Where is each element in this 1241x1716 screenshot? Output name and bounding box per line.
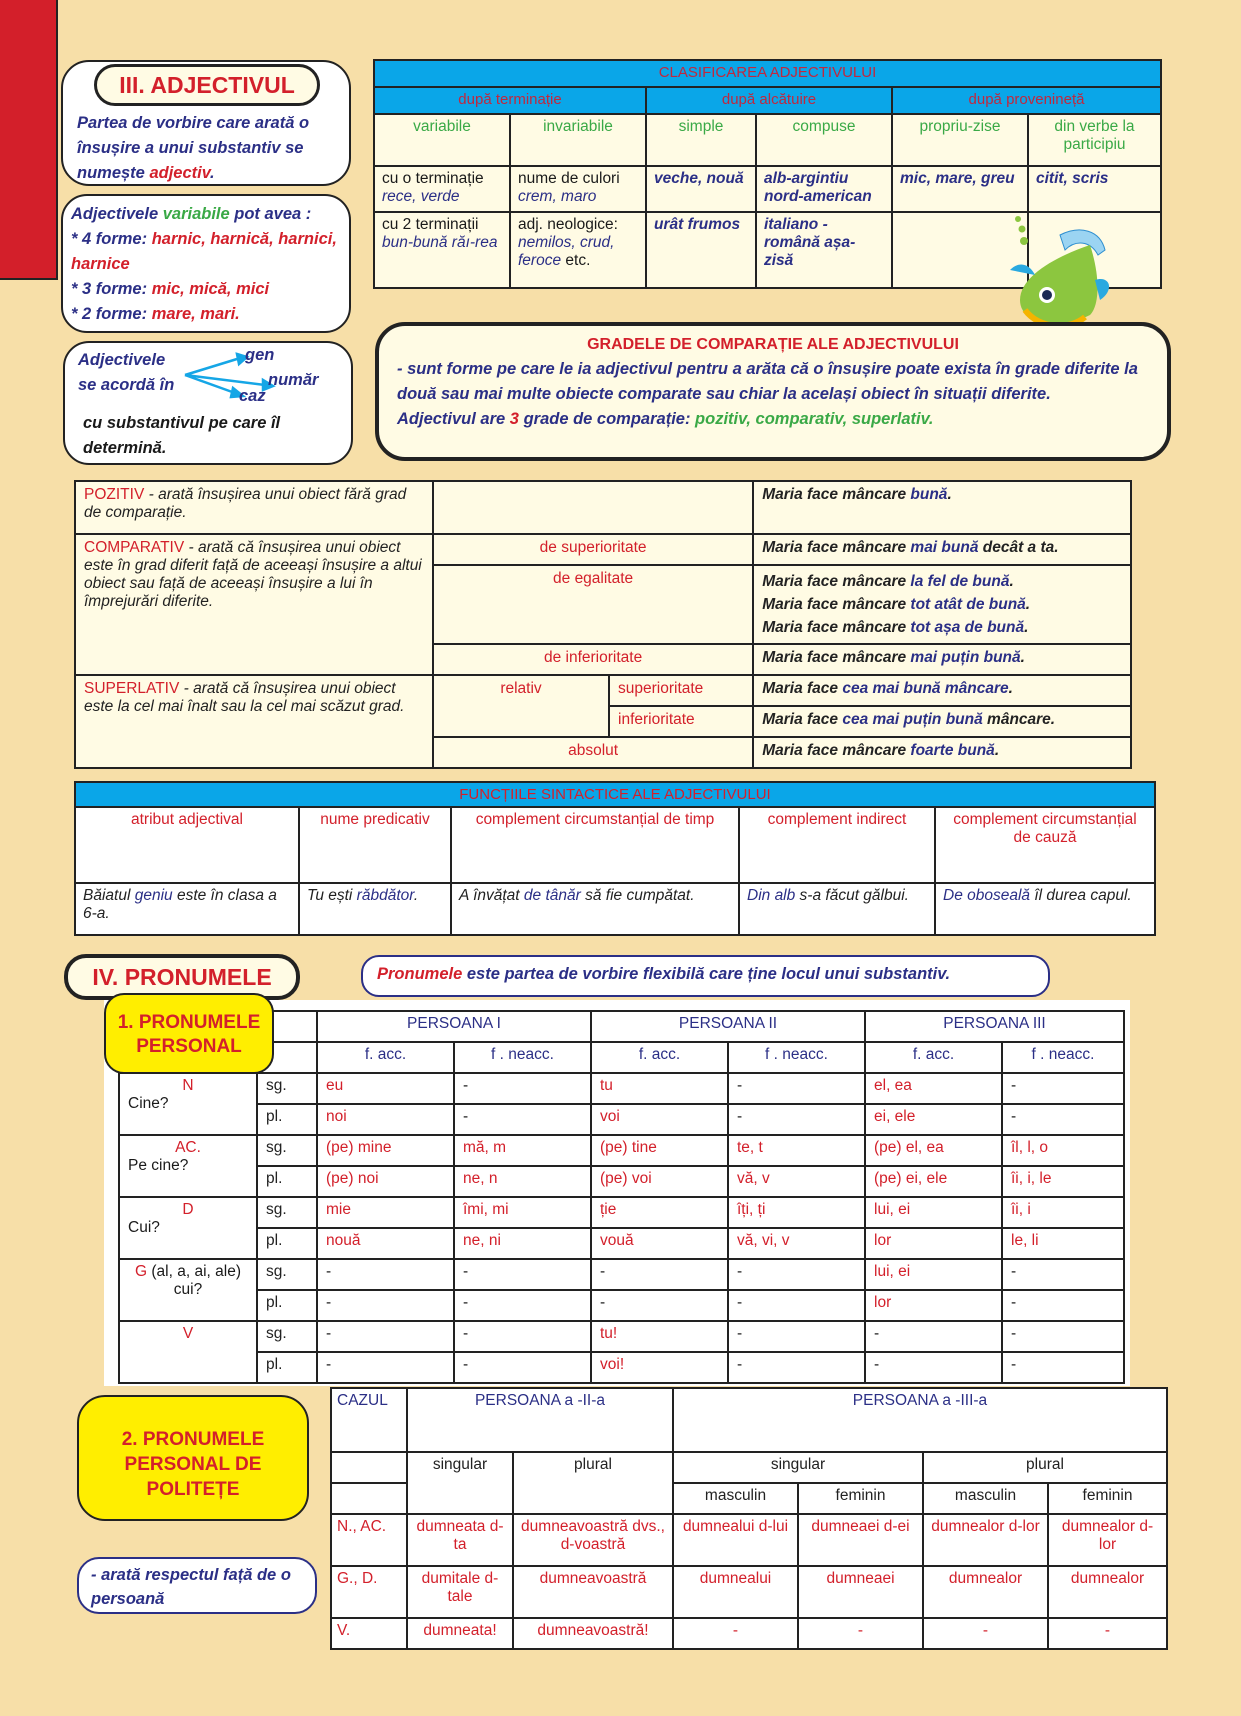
pronoun-form: - (317, 1290, 454, 1321)
politete-form: - (923, 1618, 1048, 1649)
adjectiv-definition (77, 111, 347, 186)
pronoun-form: noi (317, 1104, 454, 1135)
pronoun-form: - (454, 1104, 591, 1135)
classification-title: CLASIFICAREA ADJECTIVULUI (374, 60, 1161, 87)
pronoun-form: ei, ele (865, 1104, 1002, 1135)
cls-cell: nume de culori crem, maro (510, 166, 646, 212)
persoana-1: PERSOANA I (317, 1011, 591, 1042)
pronoun-form: - (591, 1290, 728, 1321)
pronoun-form: - (728, 1259, 865, 1290)
comparativ-superioritate-example: Maria face mâncare mai bună decât a ta. (753, 534, 1131, 565)
politete-case: V. (331, 1618, 407, 1649)
pronoun-form: (pe) tine (591, 1135, 728, 1166)
grades-text: - sunt forme pe care le ia adjectivul pentru a arăta că o însușire poate exista în grade diferite la două sau mai multe obiecte comparate sau chiar la același obiect în situații diferite. (397, 360, 1138, 403)
pronoun-form: - (317, 1352, 454, 1383)
form-header: f. acc. (317, 1042, 454, 1073)
agreement-line2: se acordă în (78, 376, 175, 394)
functions-table (74, 781, 1156, 936)
grades-definition-box (375, 322, 1171, 461)
pronoun-form: el, ea (865, 1073, 1002, 1104)
pronoun-form: îl, l, o (1002, 1135, 1124, 1166)
function-header: complement circumstanțial de timp (451, 807, 739, 883)
pronoun-form: îi, i, le (1002, 1166, 1124, 1197)
p3-singular: singular (673, 1452, 923, 1483)
function-example: A învățat de tânăr să fie cumpătat. (451, 883, 739, 935)
comparativ-egalitate-examples: Maria face mâncare la fel de bună. Maria face mâncare tot atât de bună. Maria face mâncare tot așa de bună. (753, 565, 1131, 644)
adjectiv-forms-box (61, 194, 351, 333)
pronoun-form: - (454, 1352, 591, 1383)
pronoun-form: - (454, 1073, 591, 1104)
politete-form: - (673, 1618, 798, 1649)
pronoun-form: - (454, 1290, 591, 1321)
p3-plural: plural (923, 1452, 1167, 1483)
cls-cell: veche, nouă (646, 166, 756, 212)
pronoun-form: - (454, 1321, 591, 1352)
pronoun-form: lui, ei (865, 1259, 1002, 1290)
form-header: f . neacc. (454, 1042, 591, 1073)
politete-form: - (1048, 1618, 1167, 1649)
case-cell: V (119, 1321, 257, 1383)
adjectiv-agreement-box (63, 341, 353, 465)
cls-cell: cu o terminație rece, verde (374, 166, 510, 212)
pronoun-form: îmi, mi (454, 1197, 591, 1228)
comparativ-egalitate: de egalitate (433, 565, 753, 644)
pronoun-row (119, 1290, 1124, 1321)
pronoun-form: ne, n (454, 1166, 591, 1197)
sub-invariabile: invariabile (510, 114, 646, 166)
number-cell: sg. (257, 1259, 317, 1290)
pronoun-row (119, 1166, 1124, 1197)
agreement-caz: caz (239, 387, 266, 405)
forms-item-3: * 3 forme: mic, mică, mici (71, 280, 270, 298)
number-cell: pl. (257, 1352, 317, 1383)
function-example: Băiatul geniu este în clasa a 6-a. (75, 883, 299, 935)
pronoun-form: - (1002, 1259, 1124, 1290)
pronoun-form: - (865, 1352, 1002, 1383)
politete-form: dumnealor d-lor (923, 1514, 1048, 1566)
grades-table (74, 480, 1132, 769)
agreement-gen: gen (245, 346, 275, 364)
persoana-3: PERSOANA III (865, 1011, 1124, 1042)
politete-form: dumneavoastră dvs., d-voastră (513, 1514, 673, 1566)
functions-title: FUNCȚIILE SINTACTICE ALE ADJECTIVULUI (75, 782, 1155, 807)
cls-cell: mic, mare, greu (892, 166, 1028, 212)
cls-cell: adj. neologice: nemilos, crud, feroce etc. (510, 212, 646, 288)
politete-case: N., AC. (331, 1514, 407, 1566)
pronoun-form: voi! (591, 1352, 728, 1383)
function-example: Tu ești răbdător. (299, 883, 451, 935)
pronoun-form: - (591, 1259, 728, 1290)
agreement-line1: Adjectivele (78, 351, 166, 369)
number-cell: pl. (257, 1290, 317, 1321)
cls-cell: urât frumos (646, 212, 756, 288)
pronoun-form: lui, ei (865, 1197, 1002, 1228)
case-cell: N Cine? (119, 1073, 257, 1135)
pronume-title: IV. PRONUMELE (64, 954, 300, 1000)
superlativ-inferioritate: inferioritate (609, 706, 753, 737)
pronoun-form: nouă (317, 1228, 454, 1259)
pronoun-row (119, 1321, 1124, 1352)
politete-form: dumneata! (407, 1618, 513, 1649)
case-cell: D Cui? (119, 1197, 257, 1259)
politete-row (331, 1566, 1167, 1618)
pronume-definition: Pronumele este partea de vorbire flexibilă care ține locul unui substantiv. (361, 955, 1050, 997)
number-cell: sg. (257, 1135, 317, 1166)
pronoun-form: - (1002, 1073, 1124, 1104)
pronoun-form: tu! (591, 1321, 728, 1352)
number-cell: sg. (257, 1073, 317, 1104)
comparativ-inferioritate-example: Maria face mâncare mai puțin bună. (753, 644, 1131, 675)
superlativ-absolut-example: Maria face mâncare foarte bună. (753, 737, 1131, 768)
function-example: De oboseală îl durea capul. (935, 883, 1155, 935)
blank (331, 1452, 407, 1483)
cls-cell: citit, scris (1028, 166, 1161, 212)
pozitiv-desc: POZITIV - arată însușirea unui obiect fără grad de comparație. (75, 481, 433, 534)
comparativ-inferioritate: de inferioritate (433, 644, 753, 675)
pronoun-row (119, 1228, 1124, 1259)
pronoun-form: - (728, 1321, 865, 1352)
superlativ-absolut: absolut (433, 737, 753, 768)
pronoun-row (119, 1197, 1124, 1228)
politete-form: dumnealui d-lui (673, 1514, 798, 1566)
pronoun-form: ne, ni (454, 1228, 591, 1259)
form-header: f. acc. (591, 1042, 728, 1073)
p3-pl-masculin: masculin (923, 1483, 1048, 1514)
pronoun-form: eu (317, 1073, 454, 1104)
politete-form: dumnealui (673, 1566, 798, 1618)
definition-end: . (209, 164, 215, 182)
politete-form: dumnealor d-lor (1048, 1514, 1167, 1566)
pronoun-form: mie (317, 1197, 454, 1228)
pronoun-form: - (454, 1259, 591, 1290)
red-side-bar (0, 0, 58, 280)
pronoun-form: vouă (591, 1228, 728, 1259)
group-terminatie: după terminație (374, 87, 646, 114)
politete-form: dumnealor (923, 1566, 1048, 1618)
persoana-2-header: PERSOANA a -II-a (407, 1388, 673, 1452)
p2-plural: plural (513, 1452, 673, 1514)
agreement-tail: cu substantivul pe care îl determină. (83, 414, 281, 457)
pronoun-row (119, 1259, 1124, 1290)
pronoun-form: - (728, 1104, 865, 1135)
forms-intro: Adjectivele variabile pot avea : (71, 205, 312, 223)
form-header: f. acc. (865, 1042, 1002, 1073)
function-header: nume predicativ (299, 807, 451, 883)
number-cell: sg. (257, 1321, 317, 1352)
pronoun-form: vă, v (728, 1166, 865, 1197)
pronoun-form: te, t (728, 1135, 865, 1166)
number-cell: pl. (257, 1166, 317, 1197)
politete-case: G., D. (331, 1566, 407, 1618)
number-cell: sg. (257, 1197, 317, 1228)
pronoun-form: - (317, 1259, 454, 1290)
pronoun-form: (pe) ei, ele (865, 1166, 1002, 1197)
politete-row (331, 1514, 1167, 1566)
function-header: atribut adjectival (75, 807, 299, 883)
pronoun-form: (pe) mine (317, 1135, 454, 1166)
p3-sg-feminin: feminin (798, 1483, 923, 1514)
cls-cell: alb-argintiu nord-american (756, 166, 892, 212)
politete-form: dumneavoastră! (513, 1618, 673, 1649)
form-header: f . neacc. (1002, 1042, 1124, 1073)
personal-badge: 1. PRONUMELE PERSONAL (104, 993, 274, 1074)
pronoun-form: lor (865, 1228, 1002, 1259)
politete-form: dumneaei d-ei (798, 1514, 923, 1566)
superlativ-superioritate: superioritate (609, 675, 753, 706)
pronoun-form: (pe) voi (591, 1166, 728, 1197)
definition-text: Partea de vorbire care arată o însușire a unui substantiv se numește (77, 114, 310, 182)
politete-table (330, 1387, 1168, 1650)
politete-form: dumitale d-tale (407, 1566, 513, 1618)
pronoun-form: vă, vi, v (728, 1228, 865, 1259)
superlativ-superioritate-example: Maria face cea mai bună mâncare. (753, 675, 1131, 706)
pronoun-form: - (1002, 1104, 1124, 1135)
cls-cell: cu 2 terminații bun-bună răı-rea (374, 212, 510, 288)
group-alcatuire: după alcătuire (646, 87, 892, 114)
pronoun-form: - (1002, 1290, 1124, 1321)
grades-title: GRADELE DE COMPARAȚIE ALE ADJECTIVULUI (587, 336, 959, 353)
pronoun-form: - (1002, 1321, 1124, 1352)
grades-summary: Adjectivul are 3 grade de comparație: pozitiv, comparativ, superlativ. (397, 410, 934, 428)
p2-singular: singular (407, 1452, 513, 1514)
forms-item-2: * 2 forme: mare, mari. (71, 305, 240, 323)
pronoun-form: mă, m (454, 1135, 591, 1166)
adjectiv-title: III. ADJECTIVUL (94, 64, 320, 106)
blank (331, 1483, 407, 1514)
function-header: complement indirect (739, 807, 935, 883)
politete-form: dumneata d-ta (407, 1514, 513, 1566)
definition-term: adjectiv (149, 164, 210, 182)
superlativ-relativ: relativ (433, 675, 609, 737)
pronoun-form: - (865, 1321, 1002, 1352)
number-cell: pl. (257, 1104, 317, 1135)
pronoun-row (119, 1104, 1124, 1135)
pronoun-row (119, 1352, 1124, 1383)
sub-variabile: variabile (374, 114, 510, 166)
function-header: complement circumstanțial de cauză (935, 807, 1155, 883)
sub-propriu-zise: propriu-zise (892, 114, 1028, 166)
case-cell: AC. Pe cine? (119, 1135, 257, 1197)
politete-badge: 2. PRONUMELE PERSONAL DE POLITEȚE (77, 1395, 309, 1521)
persoana-3-header: PERSOANA a -III-a (673, 1388, 1167, 1452)
pronoun-form: îi, i (1002, 1197, 1124, 1228)
pronoun-form: - (1002, 1352, 1124, 1383)
sub-compuse: compuse (756, 114, 892, 166)
comparativ-superioritate: de superioritate (433, 534, 753, 565)
pozitiv-empty (433, 481, 753, 534)
pronoun-form: îți, ți (728, 1197, 865, 1228)
case-cell: G (al, a, ai, ale) cui? (119, 1259, 257, 1321)
pronoun-form: ție (591, 1197, 728, 1228)
pronoun-form: - (728, 1073, 865, 1104)
politete-note: - arată respectul față de o persoană (77, 1557, 317, 1614)
function-example: Din alb s-a făcut gălbui. (739, 883, 935, 935)
politete-form: dumneavoastră (513, 1566, 673, 1618)
cls-cell: italiano - română așa-zisă (756, 212, 892, 288)
persoana-2: PERSOANA II (591, 1011, 865, 1042)
agreement-numar: număr (268, 371, 319, 389)
forms-item-4: * 4 forme: harnic, harnică, harnici, harnice (71, 230, 337, 273)
pronoun-row (119, 1073, 1124, 1104)
pozitiv-example: Maria face mâncare bună. (753, 481, 1131, 534)
pronoun-form: (pe) el, ea (865, 1135, 1002, 1166)
cazul-header: CAZUL (331, 1388, 407, 1452)
number-cell: pl. (257, 1228, 317, 1259)
pronoun-form: - (728, 1352, 865, 1383)
p3-sg-masculin: masculin (673, 1483, 798, 1514)
sub-simple: simple (646, 114, 756, 166)
politete-form: - (798, 1618, 923, 1649)
pronoun-form: - (728, 1290, 865, 1321)
pronoun-row (119, 1135, 1124, 1166)
politete-form: dumneaei (798, 1566, 923, 1618)
politete-row (331, 1618, 1167, 1649)
p3-pl-feminin: feminin (1048, 1483, 1167, 1514)
group-provenienta: după provenineță (892, 87, 1161, 114)
form-header: f . neacc. (728, 1042, 865, 1073)
politete-form: dumnealor (1048, 1566, 1167, 1618)
pronoun-form: voi (591, 1104, 728, 1135)
sub-participiu: din verbe la participiu (1028, 114, 1161, 166)
pronoun-form: tu (591, 1073, 728, 1104)
pronoun-form: (pe) noi (317, 1166, 454, 1197)
pronoun-form: le, li (1002, 1228, 1124, 1259)
pronoun-form: lor (865, 1290, 1002, 1321)
comparativ-desc: COMPARATIV - arată că însușirea unui obiect este în grad diferit față de aceeași însușire a altui obiect sau față de aceeași însușire a lui în împrejurări diferite. (75, 534, 433, 675)
pronoun-form: - (317, 1321, 454, 1352)
superlativ-inferioritate-example: Maria face cea mai puțin bună mâncare. (753, 706, 1131, 737)
superlativ-desc: SUPERLATIV - arată că însușirea unui obiect este la cel mai înalt sau la cel mai scăzut grad. (75, 675, 433, 768)
